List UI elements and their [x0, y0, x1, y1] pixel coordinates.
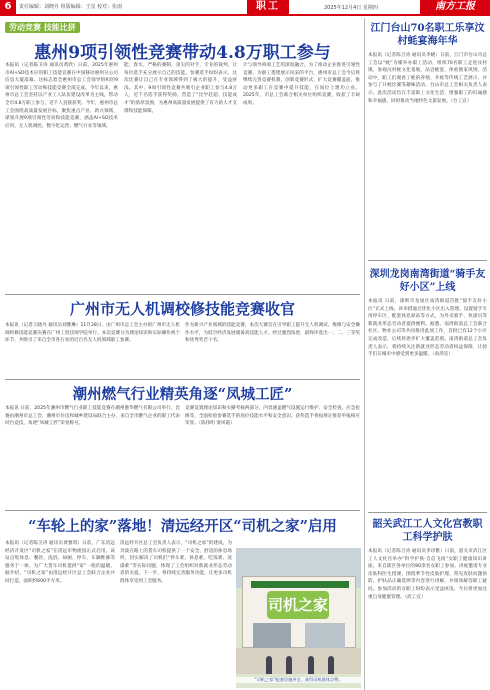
masthead — [0, 0, 490, 14]
column-divider — [364, 18, 365, 690]
article3-text-b: 竞赛设置理论知识和实操考核两部分，内容涵盖燃气设施运行维护、安全检查、应急抢修等，全面检验参赛选手的岗位技能水平和安全意识。获奖选手将按规定推荐申报相应荣誉。（陈伟明 梁凤霞） — [185, 406, 360, 427]
person — [308, 656, 314, 674]
person — [266, 656, 272, 674]
article2-text-a: 本报讯（记者王晓丹 通讯员刘雅琳）11月28日，由广州市总工会主办的广州市无人机调校修技能竞赛决赛在广州工贸技师学院举行。本次竞赛分为理论知识和实际操作两个环节，共吸引了来自全市各行业的近百名无人机领域职工参赛。 — [5, 323, 180, 344]
article3-headline: 潮州燃气行业精英角逐“凤城工匠” — [72, 386, 293, 403]
page-number: 6 — [0, 0, 16, 14]
right-article2-headline: 深圳龙岗南湾街道“骑手友好小区”上线 — [369, 269, 486, 293]
article1-headline: 惠州9项引领性竞赛带动4.8万职工参与 — [34, 43, 331, 63]
article4-text-b: 清远经开区总工会负责人表示，“司机之家”的建成，为奔波在路上的货车司机提供了一个安全、舒适的休息场所，切实解决了司机们“停车难、休息难、吃饭难、洗澡难”等实际问题，体现了工会组织对新就业形态劳动者的关爱。下一步，将持续完善服务功能，让更多司机群体享受到工会服务。 — [120, 541, 232, 584]
photo-caption: “司机之家”配套设施齐全，获得司机群体点赞。 — [236, 677, 361, 683]
newspaper-brand-logo: 南方工报 — [420, 0, 490, 14]
divider — [368, 512, 487, 513]
divider — [368, 260, 487, 261]
divider — [5, 294, 360, 295]
driver-home-photo — [236, 548, 361, 688]
topic-tag: 劳动竞赛 技能比拼 — [5, 22, 80, 33]
person — [286, 656, 292, 674]
divider — [5, 379, 360, 380]
driver-home-sign: 司机之家 — [267, 591, 329, 619]
article2-text-b: 作为新兴产业领域的技能竞赛，本次大赛旨在引导职工提升无人机调试、维修与安全操作水平，为低空经济发展储备高技能人才。经过激烈角逐，最终评选出一、二、三等奖和优秀奖若干名。 — [185, 323, 360, 344]
article3-text-a: 本报讯 日前，2025年潮州市燃气行业职工技能竞赛在潮州港华燃气有限公司举行。比赛由潮州市总工会、潮州市住房和城乡建设局联合主办，来自全市燃气企业的职工代表同台竞技，角逐“凤城工匠”荣誉称号。 — [5, 406, 180, 427]
divider — [5, 510, 360, 511]
article1-column-1: 本报讯（记者陈卫涛 通讯员黄欣）日前，2025年惠州市AI+SO技术应用职工技能竞赛在中国移动惠州分公司信息大厦落幕。这标志着全惠州市总工会领导组织的9项引领性职工劳动和技能竞赛全部完成。今年以来，惠州市总工会坚持以产业工人队伍建设改革为主线，带动全市4.8万职工参与，近千人直接获奖。今年，惠州市总工会围绕高质量发展目标，聚焦重点产业、新兴领域，谋划开展9项引领性劳动和技能竞赛，涵盖AI+SO技术应用、无人机调控、数字化运营、燃气行业等领域。 — [5, 63, 118, 129]
issue-date: 2025年12月4日 星期四 — [324, 5, 378, 11]
section-name: 职工 — [247, 0, 289, 14]
article2-headline: 广州市无人机调校修技能竞赛收官 — [69, 300, 295, 318]
person — [328, 656, 334, 674]
right-article3-headline: 韶关武江工人文化宫教职工科学护肤 — [372, 519, 483, 543]
building — [242, 576, 356, 648]
article4-text-a: 本报讯（记者陈卫涛 通讯员黄雅琪）日前，广东清远经济开发区“司机之家”在清远市物流园正式启用。该站点集休息、餐饮、洗浴、如厕、停车、车辆维修等服务于一体，为广大货车司机提供“家”一般的温暖。据介绍，“司机之家”由清远经开区总工会联合企业共同打造，面积约600平方米。 — [5, 541, 115, 584]
right-article3-text: 本报讯（记者陈卫涛 通讯员李诗雅）日前，韶关市武江区工人文化宫举办“科学护肤·自信飞扬”女职工健康知识讲座。来自辖区各单位的80余名女职工参加。讲座邀请专业皮肤科医生授课，围绕季节性皮肤护理、常见皮肤问题预防、护肤品正确选择等内容进行讲解，并现场解答职工疑问。参加活动的女职工纷纷表示受益匪浅，今后将更加注重自身健康管理。（武工宣） — [368, 549, 487, 600]
article1-column-2: 能，春水，严格的赛制，顶尖的对手，专业的裁判，让每位选手充分展示自己的技能。参赛选手纷纷表示，这次比赛让自己在专业领域得到了极大的提升，受益匪浅。其中，9项引领性竞赛共吸引企业职工参与4.8万人，近千名选手获得奖励，营造了“比学赶超、技能成才”的浓厚氛围，为惠州高质量发展提供了有力的人才支撑和技能保障。 — [124, 63, 237, 114]
masthead-rule — [0, 14, 490, 16]
right-article1-headline: 江门台山70名职工乐享汶村蚝宴海年华 — [370, 23, 485, 47]
right-article2-text: 本报讯 日前，深圳市龙岗区南湾街道首批“骑手友好小区”正式上线。该举措通过优化小区出入管理、设置骑手专用停车区、配套休息驿站等方式，为外卖骑手、快递员等新就业形态劳动者提供便利。据悉，南湾街道总工会联合社区、物业公司等共同推进此项工作，首批已有12个小区完成改造，后续将逐步扩大覆盖范围。南湾街道总工会负责人表示，将持续关注新就业形态劳动者权益保障，让骑手们在城市中感受到更多温暖。（南湾宣） — [368, 299, 487, 358]
article4-headline: “车轮上的家”落地！清远经开区“司机之家”启用 — [28, 518, 337, 535]
right-article1-text: 本报讯（记者陈卫涛 通讯员李晓）日前，江门市台山市总工会以“蚝”为媒举办职工活动，组织70名职工走进汶村镇，参观汶村蚝文化基地，品尝蚝宴，体验渔家风情。活动中，职工们观看了蚝的养殖、开蚝等传统工艺展示，并参与了开蚝比赛等趣味活动。台山市总工会相关负责人表示，此次活动旨在丰富职工文化生活，增强职工的归属感和幸福感，同时推动当地特色文旅发展。（台工宣） — [368, 53, 487, 104]
editor-credits: 责任编辑：刘晓丹 组版编辑：王星 校对：张雨 — [19, 4, 123, 10]
article1-column-3: 计与领导两项工艺的深度融合。为了推动企业推进引领性竞赛、为职工搭建展示风采的平台，惠州市总工会今后将继续完善竞赛机制，创新竞赛形式，扩大竞赛覆盖面，推动更多职工在竞赛中提升技能，在岗位上建功立业。2025年，市总工会联合相关单位组织竞赛，收获了丰硕成果。 — [243, 63, 360, 106]
